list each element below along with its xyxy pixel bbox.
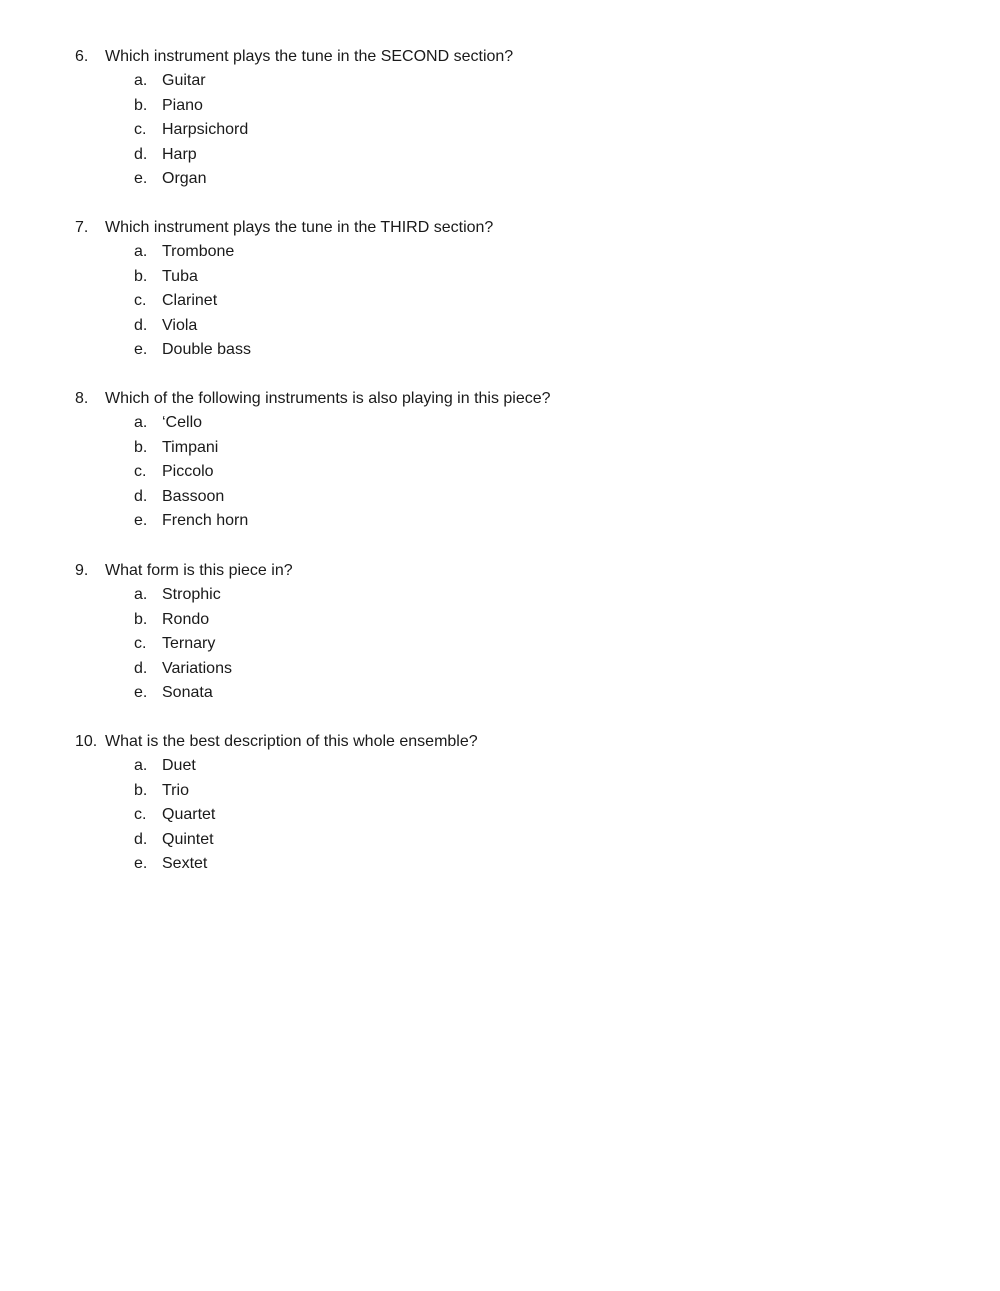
question-7	[75, 216, 955, 363]
option-text: Trio	[162, 781, 189, 799]
question-text: What is the best description of this whole ensemble?	[105, 733, 478, 750]
question-8-options	[75, 411, 955, 534]
question-text: Which instrument plays the tune in the SECOND section?	[105, 48, 514, 65]
question-9	[75, 559, 955, 706]
option-c	[75, 118, 955, 143]
option-letter: d.	[134, 487, 148, 505]
option-letter: c.	[134, 806, 147, 823]
option-e	[75, 852, 955, 877]
option-text: Duet	[162, 757, 196, 774]
option-text: French horn	[162, 512, 249, 529]
option-text: Bassoon	[162, 487, 225, 505]
option-letter: a.	[134, 414, 148, 431]
option-text: Piccolo	[162, 463, 214, 480]
question-10-options	[75, 754, 955, 877]
option-a	[75, 754, 955, 779]
option-d	[75, 314, 955, 339]
option-text: Sextet	[162, 855, 208, 872]
option-letter: d.	[134, 316, 148, 334]
question-number: 10.	[75, 733, 98, 750]
option-letter: c.	[134, 463, 147, 480]
option-text: Tuba	[162, 267, 198, 285]
option-c	[75, 460, 955, 485]
question-7-options	[75, 240, 955, 363]
option-letter: a.	[134, 757, 148, 774]
option-letter: d.	[134, 830, 148, 848]
option-text: Variations	[162, 659, 232, 677]
option-letter: c.	[134, 292, 147, 309]
option-a	[75, 411, 955, 436]
option-letter: d.	[134, 145, 148, 163]
option-text: Trombone	[162, 243, 235, 260]
option-d	[75, 143, 955, 168]
option-letter: e.	[134, 512, 148, 529]
option-b	[75, 608, 955, 633]
question-number: 9.	[75, 562, 89, 579]
question-number: 6.	[75, 48, 89, 65]
option-text: ‘Cello	[162, 414, 203, 431]
option-letter: e.	[134, 684, 148, 701]
option-text: Rondo	[162, 610, 210, 628]
option-d	[75, 828, 955, 853]
option-letter: a.	[134, 243, 148, 260]
option-text: Guitar	[162, 72, 206, 89]
option-letter: e.	[134, 855, 148, 872]
question-8-prompt	[75, 387, 955, 411]
option-a	[75, 69, 955, 94]
option-text: Timpani	[162, 438, 219, 456]
option-letter: b.	[134, 267, 148, 285]
option-text: Organ	[162, 170, 207, 187]
option-text: Sonata	[162, 684, 213, 701]
option-text: Quintet	[162, 830, 214, 848]
option-text: Ternary	[162, 635, 216, 652]
question-6	[75, 45, 955, 192]
option-b	[75, 265, 955, 290]
question-6-options	[75, 69, 955, 192]
option-a	[75, 240, 955, 265]
option-letter: a.	[134, 72, 148, 89]
option-text: Quartet	[162, 806, 216, 823]
option-text: Piano	[162, 96, 203, 114]
option-text: Clarinet	[162, 292, 218, 309]
option-d	[75, 485, 955, 510]
option-c	[75, 632, 955, 657]
option-letter: d.	[134, 659, 148, 677]
option-c	[75, 803, 955, 828]
option-text: Double bass	[162, 341, 251, 358]
option-e	[75, 167, 955, 192]
option-a	[75, 583, 955, 608]
option-letter: e.	[134, 341, 148, 358]
option-letter: c.	[134, 635, 147, 652]
option-b	[75, 94, 955, 119]
option-letter: b.	[134, 610, 148, 628]
option-text: Harpsichord	[162, 121, 249, 138]
option-e	[75, 509, 955, 534]
option-e	[75, 681, 955, 706]
option-text: Viola	[162, 316, 198, 334]
option-text: Harp	[162, 145, 197, 163]
option-letter: c.	[134, 121, 147, 138]
option-letter: a.	[134, 586, 148, 603]
option-letter: e.	[134, 170, 148, 187]
option-letter: b.	[134, 781, 148, 799]
question-10	[75, 730, 955, 877]
question-text: Which of the following instruments is also playing in this piece?	[105, 390, 551, 407]
question-number: 7.	[75, 219, 89, 236]
option-text: Strophic	[162, 586, 221, 603]
question-text: Which instrument plays the tune in the THIRD section?	[105, 219, 494, 236]
option-letter: b.	[134, 438, 148, 456]
option-b	[75, 436, 955, 461]
question-9-prompt	[75, 559, 955, 583]
option-b	[75, 779, 955, 804]
question-text: What form is this piece in?	[105, 562, 293, 579]
question-10-prompt	[75, 730, 955, 754]
question-number: 8.	[75, 390, 89, 407]
option-d	[75, 657, 955, 682]
option-e	[75, 338, 955, 363]
question-8	[75, 387, 955, 534]
option-c	[75, 289, 955, 314]
question-7-prompt	[75, 216, 955, 240]
option-letter: b.	[134, 96, 148, 114]
question-6-prompt	[75, 45, 955, 69]
question-9-options	[75, 583, 955, 706]
